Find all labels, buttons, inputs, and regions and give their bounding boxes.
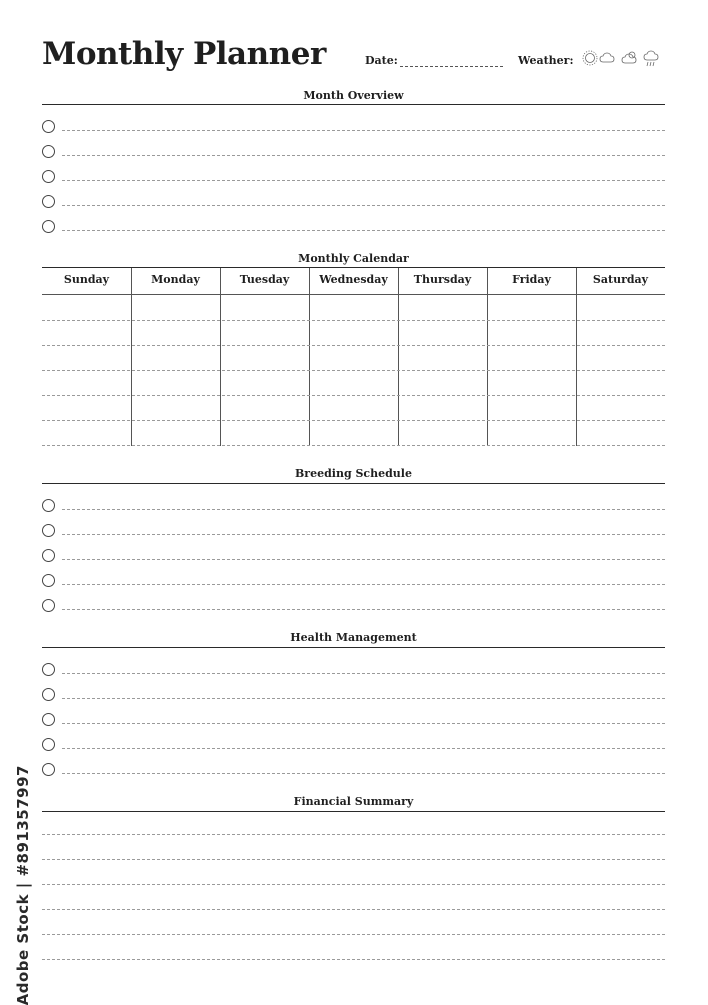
write-line[interactable] <box>42 934 665 935</box>
write-line[interactable] <box>62 205 665 206</box>
write-line[interactable] <box>62 559 665 560</box>
write-line[interactable] <box>62 180 665 181</box>
checkbox-bullet[interactable] <box>42 170 55 183</box>
checkbox-bullet[interactable] <box>42 663 55 676</box>
financial-summary-title: Financial Summary <box>293 795 414 808</box>
calendar-header-divider <box>42 294 665 295</box>
calendar-day-header: Wednesday <box>319 273 388 286</box>
breeding-schedule-rule <box>42 483 665 484</box>
sun-icon[interactable] <box>583 51 597 65</box>
calendar-week-row[interactable] <box>42 345 665 346</box>
write-line[interactable] <box>42 834 665 835</box>
write-line[interactable] <box>62 509 665 510</box>
checkbox-bullet[interactable] <box>42 549 55 562</box>
calendar-week-row[interactable] <box>42 420 665 421</box>
checkbox-bullet[interactable] <box>42 145 55 158</box>
health-management-rule <box>42 647 665 648</box>
calendar-day-header: Tuesday <box>239 273 290 286</box>
weather-label: Weather: <box>518 54 574 67</box>
financial-summary-rule <box>42 811 665 812</box>
calendar-week-row[interactable] <box>42 445 665 446</box>
write-line[interactable] <box>62 723 665 724</box>
checkbox-bullet[interactable] <box>42 763 55 776</box>
calendar-week-row[interactable] <box>42 370 665 371</box>
checkbox-bullet[interactable] <box>42 220 55 233</box>
checkbox-bullet[interactable] <box>42 599 55 612</box>
write-line[interactable] <box>42 959 665 960</box>
write-line[interactable] <box>62 230 665 231</box>
checkbox-bullet[interactable] <box>42 738 55 751</box>
write-line[interactable] <box>42 884 665 885</box>
breeding-schedule-title: Breeding Schedule <box>295 467 412 480</box>
calendar-week-row[interactable] <box>42 320 665 321</box>
write-line[interactable] <box>62 584 665 585</box>
checkbox-bullet[interactable] <box>42 120 55 133</box>
write-line[interactable] <box>62 748 665 749</box>
calendar-week-row[interactable] <box>42 395 665 396</box>
write-line[interactable] <box>42 909 665 910</box>
calendar-day-header: Monday <box>151 273 200 286</box>
page-title: Monthly Planner <box>42 36 326 72</box>
write-line[interactable] <box>62 155 665 156</box>
partly-cloudy-icon[interactable] <box>622 52 636 63</box>
checkbox-bullet[interactable] <box>42 195 55 208</box>
calendar-day-header: Saturday <box>592 273 649 286</box>
checkbox-bullet[interactable] <box>42 713 55 726</box>
write-line[interactable] <box>62 773 665 774</box>
monthly-calendar-grid <box>42 268 665 446</box>
calendar-day-header: Friday <box>512 273 551 286</box>
checkbox-bullet[interactable] <box>42 688 55 701</box>
calendar-day-header: Thursday <box>413 273 472 286</box>
write-line[interactable] <box>62 130 665 131</box>
date-field[interactable] <box>400 66 503 67</box>
health-management-title: Health Management <box>290 631 417 644</box>
rain-cloud-icon[interactable] <box>644 51 658 66</box>
checkbox-bullet[interactable] <box>42 524 55 537</box>
month-overview-rule <box>42 104 665 105</box>
calendar-day-header: Sunday <box>63 273 110 286</box>
watermark-text: Adobe Stock | #891357997 <box>14 765 32 1005</box>
cloud-icon[interactable] <box>600 53 614 62</box>
checkbox-bullet[interactable] <box>42 499 55 512</box>
checkbox-bullet[interactable] <box>42 574 55 587</box>
write-line[interactable] <box>62 698 665 699</box>
monthly-calendar-title: Monthly Calendar <box>298 252 409 265</box>
weather-icons <box>582 47 668 69</box>
write-line[interactable] <box>42 859 665 860</box>
write-line[interactable] <box>62 534 665 535</box>
month-overview-title: Month Overview <box>303 89 404 102</box>
stock-watermark <box>14 765 34 1005</box>
date-label: Date: <box>365 54 398 67</box>
write-line[interactable] <box>62 673 665 674</box>
write-line[interactable] <box>62 609 665 610</box>
